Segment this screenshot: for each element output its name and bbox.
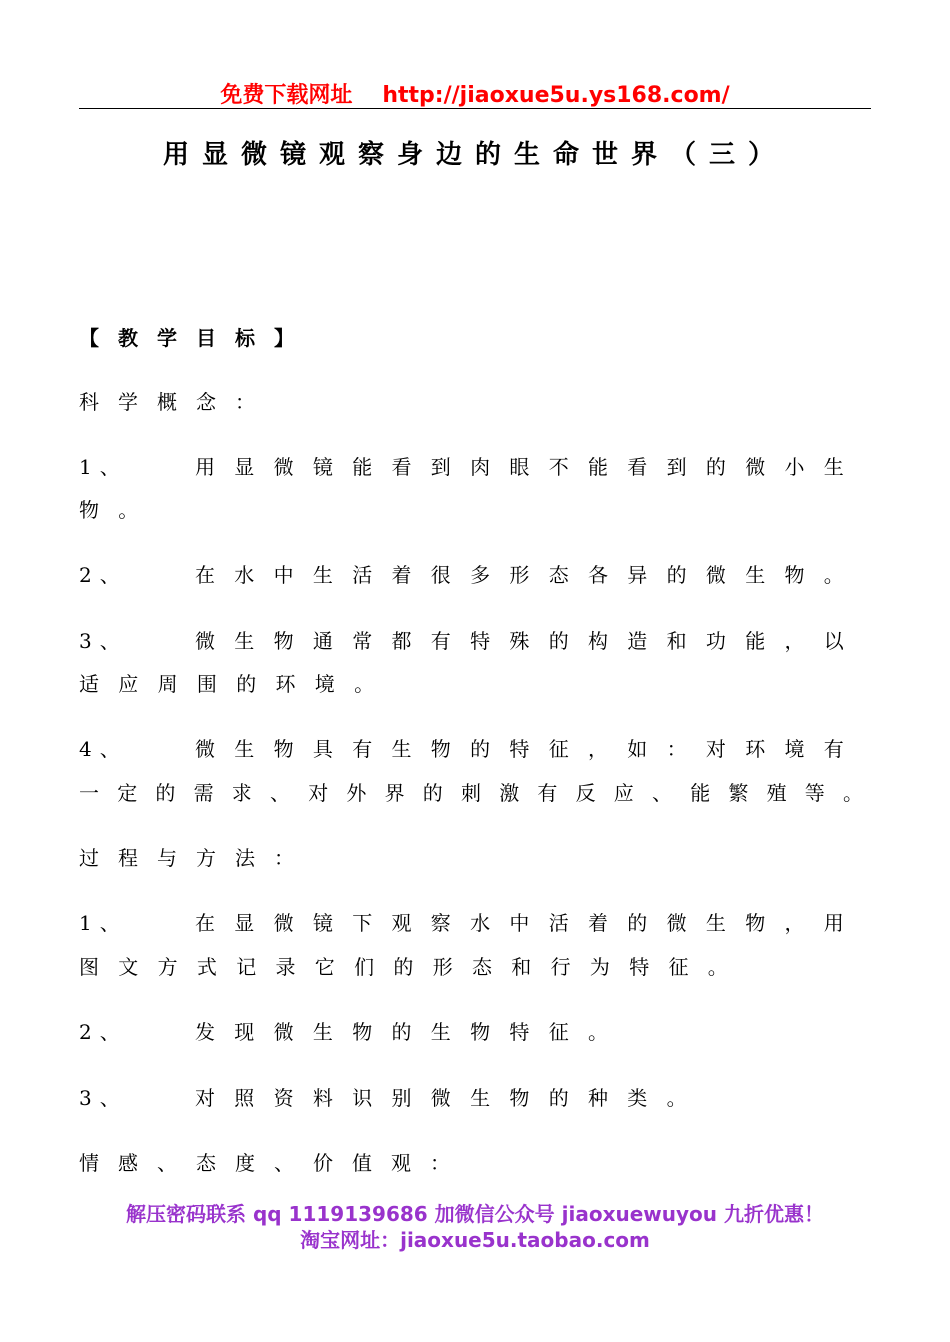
footer-contact: 解压密码联系 qq 1119139686 加微信公众号 jiaoxuewuyou 九折优惠！ (126, 1202, 824, 1226)
concept-4-line1: 微生物具有生物的特征，如：对环境有 (195, 737, 864, 761)
concept-2-line1: 在水中生活着很多形态各异的微生物。 (195, 563, 864, 587)
concept-1-line1: 用显微镜能看到肉眼不能看到的微小生 (195, 455, 864, 479)
objectives-heading: 【教学目标】 (79, 326, 313, 350)
header-label: 免费下载网址 (220, 83, 353, 108)
process-3-number: 3、 (79, 1086, 128, 1110)
concept-3-number: 3、 (79, 629, 128, 653)
header-url-link[interactable]: http://jiaoxue5u.ys168.com/ (382, 83, 730, 108)
process-2-number: 2、 (79, 1020, 128, 1044)
header-divider (79, 108, 871, 109)
footer-taobao-link[interactable]: 淘宝网址：jiaoxue5u.taobao.com (300, 1228, 650, 1252)
concept-3-line1: 微生物通常都有特殊的构造和功能，以 (195, 629, 864, 653)
process-2-line1: 发现微生物的生物特征。 (195, 1020, 628, 1044)
process-3-line1: 对照资料识别微生物的种类。 (195, 1086, 706, 1110)
concepts-heading: 科学概念： (79, 390, 274, 414)
concept-1-number: 1、 (79, 455, 128, 479)
concept-2-number: 2、 (79, 563, 128, 587)
download-header (0, 78, 950, 109)
concept-4-number: 4、 (79, 737, 128, 761)
page-title: 用显微镜观察身边的生命世界（三） (162, 140, 787, 170)
concept-4-line2: 一定的需求、对外界的刺激有反应、能繁殖等。 (79, 781, 882, 805)
process-1-line1: 在显微镜下观察水中活着的微生物，用 (195, 911, 864, 935)
concept-3-line2: 适应周围的环境。 (79, 672, 394, 696)
process-1-line2: 图文方式记录它们的形态和行为特征。 (79, 955, 748, 979)
attitude-heading: 情感、态度、价值观： (79, 1151, 469, 1175)
concept-1-line2: 物。 (79, 498, 158, 522)
process-heading: 过程与方法： (79, 846, 313, 870)
process-1-number: 1、 (79, 911, 128, 935)
